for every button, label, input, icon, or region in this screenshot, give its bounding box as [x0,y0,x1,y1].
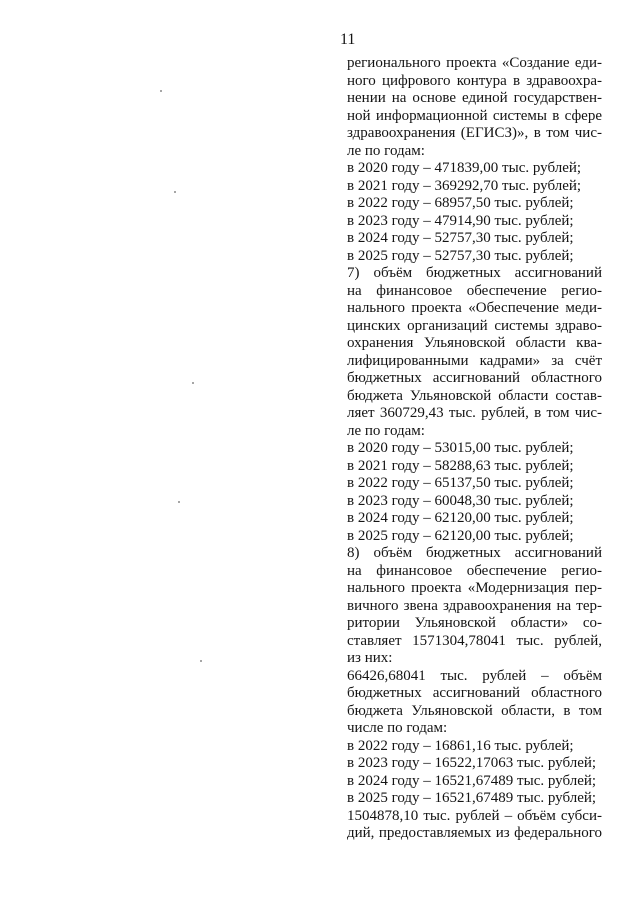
text-line: ной информационной системы в сфере [347,107,602,124]
text-line: вичного звена здравоохранения на тер- [347,597,602,614]
document-text-column [347,55,602,843]
text-line: лифицированными кадрами» за счёт [347,352,602,369]
text-line: ляет 360729,43 тыс. рублей, в том чис- [347,405,602,421]
text-line: в 2024 году – 52757,30 тыс. рублей; [347,230,574,246]
text-line: на финансовое обеспечение регио- [347,562,602,579]
text-line: нального проекта «Обеспечение меди- [347,300,602,316]
text-line: бюджета Ульяновской области состав- [347,387,602,404]
text-line: ле по годам: [347,422,425,439]
text-line: здравоохранения (ЕГИСЗ)», в том чис- [347,125,602,141]
text-line: 7) объём бюджетных ассигнований [347,265,602,281]
text-line: ного цифрового контура в здравоохра- [347,72,602,89]
text-line: в 2025 году – 62120,00 тыс. рублей; [347,527,574,544]
scan-speck [174,191,176,193]
text-line: в 2024 году – 62120,00 тыс. рублей; [347,510,574,526]
text-line: в 2020 году – 53015,00 тыс. рублей; [347,440,574,456]
text-line: в 2025 году – 16521,67489 тыс. рублей; [347,790,597,806]
text-line: дий, предоставляемых из федерального [347,825,602,841]
text-line: бюджетных ассигнований областного [347,370,602,386]
text-line: в 2021 году – 369292,70 тыс. рублей; [347,177,582,194]
text-line: на финансовое обеспечение регио- [347,282,602,299]
scan-speck [160,90,162,92]
text-line: регионального проекта «Создание еди- [347,55,602,71]
text-line: бюджетных ассигнований областного [347,685,602,701]
text-line: ритории Ульяновской области» со- [347,615,602,631]
text-line: в 2023 году – 60048,30 тыс. рублей; [347,492,574,509]
text-line: в 2020 году – 471839,00 тыс. рублей; [347,160,582,176]
text-line: в 2022 году – 16861,16 тыс. рублей; [347,737,574,754]
text-line: в 2023 году – 16522,17063 тыс. рублей; [347,755,597,771]
text-line: 8) объём бюджетных ассигнований [347,545,602,561]
text-line: в 2022 году – 65137,50 тыс. рублей; [347,475,574,491]
page-number: 11 [340,31,356,48]
text-line: нального проекта «Модернизация пер- [347,580,602,596]
text-line: числе по годам: [347,720,448,736]
text-line: ставляет 1571304,78041 тыс. рублей, [347,632,602,649]
text-line: 1504878,10 тыс. рублей – объём субси- [347,807,602,824]
scan-speck [200,660,202,662]
text-line: в 2022 году – 68957,50 тыс. рублей; [347,195,574,211]
text-line: в 2024 году – 16521,67489 тыс. рублей; [347,772,597,789]
text-line: цинских организаций системы здраво- [347,317,602,334]
text-line: бюджета Ульяновской области, в том [347,702,602,719]
scan-speck [178,501,180,503]
text-line: из них: [347,650,393,666]
text-line: ле по годам: [347,142,425,159]
text-line: 66426,68041 тыс. рублей – объём [347,667,602,684]
text-line: охранения Ульяновской области ква- [347,335,602,351]
text-line: в 2025 году – 52757,30 тыс. рублей; [347,247,574,264]
scan-speck [192,382,194,384]
text-line: в 2023 году – 47914,90 тыс. рублей; [347,212,574,229]
text-line: нении на основе единой государствен- [347,90,602,106]
text-line: в 2021 году – 58288,63 тыс. рублей; [347,457,574,474]
